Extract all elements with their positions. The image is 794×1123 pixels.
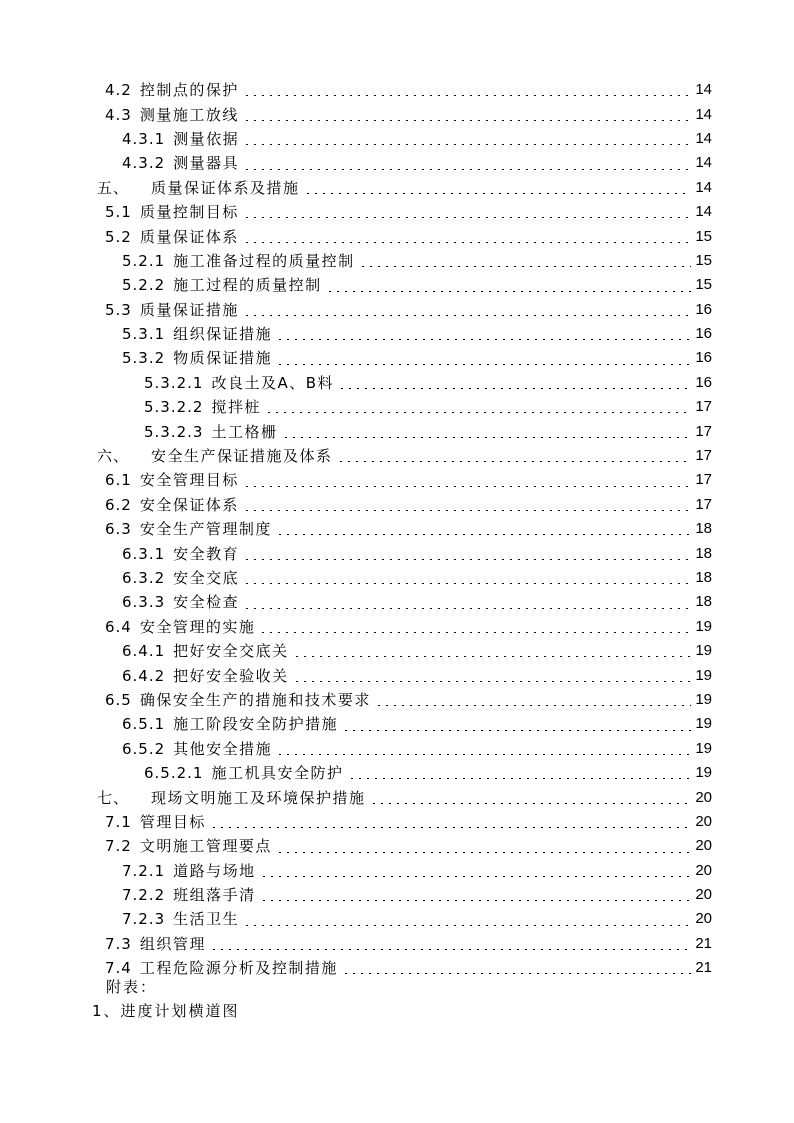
toc-dot-leader xyxy=(243,120,691,121)
toc-dot-leader xyxy=(259,632,691,633)
toc-entry-number: 7.2.2 xyxy=(122,886,166,905)
toc-entry-number: 5.3.2 xyxy=(122,349,166,368)
toc-entry[interactable] xyxy=(0,127,794,151)
toc-entry-page-number: 16 xyxy=(695,373,712,391)
toc-entry-number: 6.3.2 xyxy=(122,569,166,587)
toc-entry-page-number: 16 xyxy=(695,300,712,318)
toc-entry-number: 6.1 xyxy=(105,471,132,490)
table-of-contents xyxy=(0,78,794,980)
toc-entry-number: 5.3 xyxy=(105,300,132,319)
toc-dot-leader xyxy=(276,364,691,365)
toc-entry[interactable] xyxy=(0,102,794,126)
toc-entry[interactable] xyxy=(0,249,794,273)
toc-dot-leader xyxy=(210,827,691,828)
toc-entry-title: 土工格栅 xyxy=(211,422,278,441)
toc-entry-page-number: 18 xyxy=(695,520,712,538)
toc-entry[interactable] xyxy=(0,541,794,565)
toc-entry-number: 6.5.2.1 xyxy=(144,764,204,783)
toc-dot-leader xyxy=(243,583,691,584)
toc-entry[interactable] xyxy=(0,322,794,346)
toc-entry-number: 6.3.3 xyxy=(122,593,166,612)
toc-entry-number: 5.2.1 xyxy=(122,251,166,270)
toc-entry-number: 5.3.2.1 xyxy=(144,373,204,392)
toc-dot-leader xyxy=(375,705,691,706)
toc-entry-number: 7.2.1 xyxy=(122,861,166,880)
toc-entry-title: 安全生产保证措施及体系 xyxy=(151,447,333,466)
toc-entry-title: 生活卫生 xyxy=(173,910,240,929)
toc-entry-number: 5.3.1 xyxy=(122,325,166,344)
toc-entry-page-number: 16 xyxy=(695,349,712,367)
toc-entry[interactable] xyxy=(0,444,794,468)
toc-dot-leader xyxy=(260,900,692,901)
toc-entry-number: 6.2 xyxy=(105,495,132,514)
toc-entry[interactable] xyxy=(0,273,794,297)
toc-entry-page-number: 15 xyxy=(695,251,712,269)
toc-entry-title: 质量控制目标 xyxy=(139,203,239,222)
toc-dot-leader xyxy=(243,486,691,487)
toc-entry-page-number: 14 xyxy=(695,129,712,147)
toc-entry-page-number: 19 xyxy=(695,715,712,733)
toc-entry[interactable] xyxy=(0,395,794,419)
toc-entry-page-number: 18 xyxy=(695,593,712,611)
toc-dot-leader xyxy=(276,754,691,755)
toc-entry-number: 6.3 xyxy=(105,520,132,539)
toc-dot-leader xyxy=(304,193,692,194)
toc-dot-leader xyxy=(370,803,692,804)
toc-entry-number: 五、 xyxy=(97,178,130,197)
toc-entry[interactable] xyxy=(0,737,794,761)
toc-dot-leader xyxy=(282,437,692,438)
toc-dot-leader xyxy=(260,876,692,877)
toc-entry-title: 确保安全生产的措施和技术要求 xyxy=(139,690,371,709)
toc-dot-leader xyxy=(265,412,691,413)
toc-entry-title: 班组落手清 xyxy=(173,886,256,905)
toc-entry-title: 组织保证措施 xyxy=(173,325,273,344)
toc-entry-title: 改良土及A、B料 xyxy=(211,373,335,392)
toc-entry-page-number: 17 xyxy=(695,495,712,513)
toc-entry-title: 物质保证措施 xyxy=(173,349,273,368)
toc-entry-number: 4.3.1 xyxy=(122,129,166,148)
toc-entry-title: 测量器具 xyxy=(173,154,240,173)
toc-entry-title: 施工准备过程的质量控制 xyxy=(173,251,355,270)
toc-entry-number: 6.5.2 xyxy=(122,739,166,758)
toc-entry-number: 5.2 xyxy=(105,227,132,246)
toc-dot-leader xyxy=(276,339,691,340)
toc-entry-title: 工程危险源分析及控制措施 xyxy=(139,959,338,978)
toc-entry-title: 组织管理 xyxy=(139,934,206,953)
toc-entry-title: 管理目标 xyxy=(139,812,206,831)
toc-entry[interactable] xyxy=(0,176,794,200)
toc-dot-leader xyxy=(337,461,692,462)
toc-entry[interactable] xyxy=(0,298,794,322)
toc-entry-page-number: 20 xyxy=(695,910,712,928)
toc-dot-leader xyxy=(326,291,692,292)
toc-entry-title: 施工机具安全防护 xyxy=(211,764,344,783)
toc-entry[interactable] xyxy=(0,859,794,883)
toc-entry[interactable] xyxy=(0,932,794,956)
toc-dot-leader xyxy=(348,778,692,779)
toc-entry-title: 现场文明施工及环境保护措施 xyxy=(151,788,366,807)
toc-dot-leader xyxy=(276,534,691,535)
toc-entry-number: 6.5.1 xyxy=(122,715,166,734)
toc-entry-title: 施工阶段安全防护措施 xyxy=(173,715,339,734)
toc-entry-number: 6.3.1 xyxy=(122,544,166,563)
toc-entry-number: 6.4.2 xyxy=(122,666,166,685)
toc-entry-number: 4.2 xyxy=(105,81,132,100)
toc-entry[interactable] xyxy=(0,590,794,614)
toc-entry-number: 7.4 xyxy=(105,959,132,978)
appendix-item: 1、进度计划横道图 xyxy=(92,1002,240,1020)
toc-dot-leader xyxy=(243,217,691,218)
toc-entry[interactable] xyxy=(0,371,794,395)
toc-entry[interactable] xyxy=(0,883,794,907)
toc-entry-title: 控制点的保护 xyxy=(139,81,239,100)
toc-dot-leader xyxy=(243,925,691,926)
toc-entry[interactable] xyxy=(0,78,794,102)
toc-entry[interactable] xyxy=(0,663,794,687)
toc-entry[interactable] xyxy=(0,419,794,443)
toc-entry[interactable] xyxy=(0,761,794,785)
toc-dot-leader xyxy=(210,949,691,950)
toc-dot-leader xyxy=(342,973,691,974)
toc-entry-number: 6.5 xyxy=(105,690,132,709)
toc-entry-page-number: 20 xyxy=(695,812,712,830)
toc-entry-page-number: 17 xyxy=(695,447,712,465)
toc-entry-title: 安全交底 xyxy=(173,569,240,587)
toc-entry-page-number: 14 xyxy=(695,178,712,196)
toc-entry[interactable] xyxy=(0,224,794,248)
toc-entry-title: 质量保证体系及措施 xyxy=(151,178,300,197)
toc-dot-leader xyxy=(243,95,691,96)
toc-entry[interactable] xyxy=(0,346,794,370)
toc-dot-leader xyxy=(243,315,691,316)
toc-dot-leader xyxy=(243,559,691,560)
toc-entry-number: 七、 xyxy=(97,788,130,807)
toc-entry-page-number: 19 xyxy=(695,739,712,757)
toc-entry-page-number: 20 xyxy=(695,861,712,879)
toc-entry-title: 施工过程的质量控制 xyxy=(173,276,322,295)
toc-entry[interactable] xyxy=(0,566,794,590)
toc-entry-page-number: 19 xyxy=(695,764,712,782)
toc-entry-title: 道路与场地 xyxy=(173,861,256,880)
toc-entry-page-number: 20 xyxy=(695,886,712,904)
toc-entry-page-number: 20 xyxy=(695,837,712,855)
toc-entry[interactable] xyxy=(0,907,794,931)
toc-entry-page-number: 14 xyxy=(695,105,712,123)
toc-entry-title: 安全教育 xyxy=(173,544,240,563)
toc-entry[interactable] xyxy=(0,810,794,834)
toc-entry-page-number: 14 xyxy=(695,203,712,221)
toc-entry[interactable] xyxy=(0,639,794,663)
toc-entry-title: 安全保证体系 xyxy=(139,495,239,514)
toc-entry-title: 把好安全验收关 xyxy=(173,666,289,685)
toc-entry[interactable] xyxy=(0,712,794,736)
toc-entry-page-number: 18 xyxy=(695,544,712,562)
toc-entry-page-number: 17 xyxy=(695,422,712,440)
toc-entry-page-number: 21 xyxy=(695,959,712,977)
toc-entry-page-number: 17 xyxy=(695,471,712,489)
toc-entry-number: 六、 xyxy=(97,447,130,466)
toc-entry-number: 5.2.2 xyxy=(122,276,166,295)
toc-entry-page-number: 19 xyxy=(695,642,712,660)
toc-entry-page-number: 19 xyxy=(695,617,712,635)
toc-entry-title: 测量施工放线 xyxy=(139,105,239,124)
toc-entry-number: 4.3.2 xyxy=(122,154,166,173)
toc-entry-number: 4.3 xyxy=(105,105,132,124)
toc-entry[interactable] xyxy=(0,468,794,492)
toc-entry[interactable] xyxy=(0,688,794,712)
toc-entry-number: 7.2.3 xyxy=(122,910,166,929)
toc-entry-number: 7.2 xyxy=(105,837,132,856)
toc-entry-page-number: 17 xyxy=(695,398,712,416)
toc-entry-page-number: 15 xyxy=(695,276,712,294)
toc-dot-leader xyxy=(243,608,691,609)
toc-dot-leader xyxy=(243,169,691,170)
toc-dot-leader xyxy=(243,242,691,243)
toc-entry-number: 6.4 xyxy=(105,617,132,636)
toc-entry-number: 5.1 xyxy=(105,203,132,222)
appendix-label: 附表： xyxy=(106,978,158,996)
toc-entry-title: 测量依据 xyxy=(173,129,240,148)
toc-entry-page-number: 20 xyxy=(695,788,712,806)
toc-entry[interactable] xyxy=(0,615,794,639)
toc-entry-number: 5.3.2.2 xyxy=(144,398,204,417)
toc-entry-page-number: 19 xyxy=(695,690,712,708)
toc-entry-title: 安全管理的实施 xyxy=(139,617,256,636)
toc-dot-leader xyxy=(359,266,692,267)
toc-entry-page-number: 16 xyxy=(695,325,712,343)
toc-entry-title: 搅拌桩 xyxy=(211,398,261,417)
toc-dot-leader xyxy=(338,388,691,389)
toc-dot-leader xyxy=(243,144,691,145)
toc-entry[interactable] xyxy=(0,785,794,809)
toc-entry-page-number: 14 xyxy=(695,81,712,99)
toc-dot-leader xyxy=(276,852,691,853)
toc-entry-number: 7.1 xyxy=(105,812,132,831)
toc-entry-title: 质量保证体系 xyxy=(139,227,239,246)
toc-entry-page-number: 14 xyxy=(695,154,712,172)
toc-entry-page-number: 15 xyxy=(695,227,712,245)
toc-entry[interactable] xyxy=(0,151,794,175)
toc-entry-page-number: 18 xyxy=(695,569,712,586)
toc-entry-number: 6.4.1 xyxy=(122,642,166,661)
toc-entry-title: 文明施工管理要点 xyxy=(139,837,272,856)
toc-entry-page-number: 21 xyxy=(695,934,712,952)
toc-entry-title: 其他安全措施 xyxy=(173,739,273,758)
toc-entry-title: 安全生产管理制度 xyxy=(139,520,272,539)
toc-dot-leader xyxy=(243,510,691,511)
toc-entry-title: 质量保证措施 xyxy=(139,300,239,319)
toc-entry[interactable] xyxy=(0,200,794,224)
toc-dot-leader xyxy=(293,681,692,682)
toc-entry[interactable] xyxy=(0,834,794,858)
toc-entry-title: 安全管理目标 xyxy=(139,471,239,490)
toc-entry-number: 7.3 xyxy=(105,934,132,953)
toc-entry-page-number: 19 xyxy=(695,666,712,684)
toc-dot-leader xyxy=(293,656,692,657)
toc-entry-title: 安全检查 xyxy=(173,593,240,612)
toc-entry[interactable] xyxy=(0,493,794,517)
toc-entry-title: 把好安全交底关 xyxy=(173,642,289,661)
toc-dot-leader xyxy=(342,730,691,731)
toc-entry-number: 5.3.2.3 xyxy=(144,422,204,441)
toc-entry[interactable] xyxy=(0,517,794,541)
